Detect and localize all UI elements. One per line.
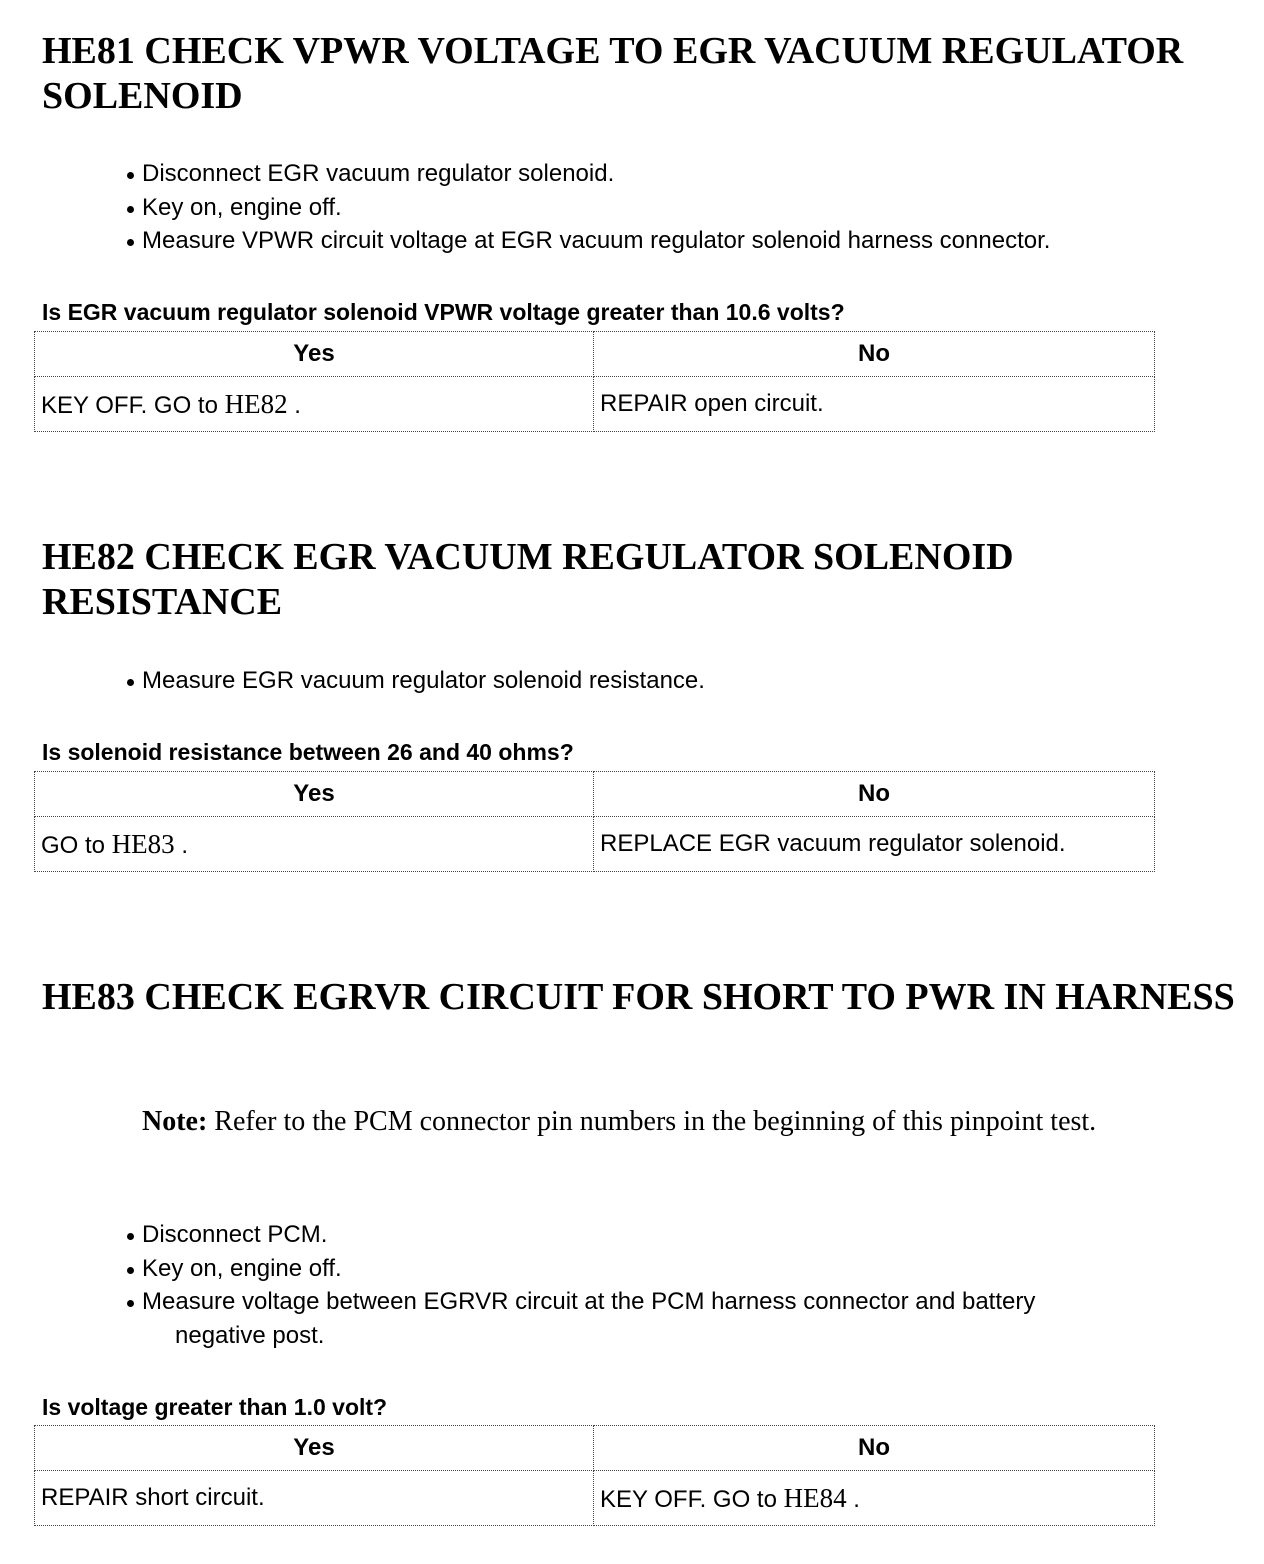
table-header-row bbox=[35, 332, 1155, 377]
question-he83: Is voltage greater than 1.0 volt? bbox=[42, 1394, 388, 1420]
note bbox=[142, 1102, 1232, 1142]
table-header-row bbox=[35, 772, 1155, 817]
result-table-he83 bbox=[34, 1425, 1155, 1526]
step-list-he83 bbox=[124, 1218, 1224, 1352]
section-heading-he83: HE83 CHECK EGRVR CIRCUIT FOR SHORT TO PWR IN HARNESS bbox=[42, 976, 1235, 1018]
result-table-he81 bbox=[34, 331, 1155, 432]
step-list-he81 bbox=[124, 157, 1224, 258]
step-text: Measure voltage between EGRVR circuit at the PCM harness connector and battery bbox=[142, 1288, 1036, 1315]
step-item: Key on, engine off. bbox=[124, 191, 1224, 225]
result-table-he82 bbox=[34, 771, 1155, 872]
table-row bbox=[35, 817, 1155, 872]
no-header: No bbox=[594, 332, 1155, 377]
step-list-he82 bbox=[124, 664, 1224, 698]
no-cell: REPLACE EGR vacuum regulator solenoid. bbox=[594, 817, 1155, 872]
yes-text: KEY OFF. GO to bbox=[41, 391, 225, 419]
step-item: Disconnect EGR vacuum regulator solenoid. bbox=[124, 157, 1224, 191]
yes-cell bbox=[35, 377, 594, 432]
step-item: Disconnect PCM. bbox=[124, 1218, 1224, 1252]
yes-suffix: . bbox=[287, 391, 301, 419]
yes-text: GO to bbox=[41, 831, 112, 859]
step-item: Measure EGR vacuum regulator solenoid resistance. bbox=[124, 664, 1224, 698]
yes-header: Yes bbox=[35, 772, 594, 817]
no-cell bbox=[594, 1471, 1155, 1526]
yes-header: Yes bbox=[35, 332, 594, 377]
no-header: No bbox=[594, 772, 1155, 817]
step-item: Measure VPWR circuit voltage at EGR vacuum regulator solenoid harness connector. bbox=[124, 224, 1224, 258]
yes-header: Yes bbox=[35, 1426, 594, 1471]
question-he82: Is solenoid resistance between 26 and 40 ohms? bbox=[42, 739, 574, 765]
step-item: Key on, engine off. bbox=[124, 1252, 1224, 1286]
no-cell: REPAIR open circuit. bbox=[594, 377, 1155, 432]
no-text: KEY OFF. GO to bbox=[600, 1485, 784, 1513]
yes-cell bbox=[35, 817, 594, 872]
table-row bbox=[35, 377, 1155, 432]
no-suffix: . bbox=[846, 1485, 860, 1513]
step-item bbox=[124, 1285, 1224, 1352]
table-header-row bbox=[35, 1426, 1155, 1471]
goto-he84-link[interactable]: HE84 bbox=[783, 1482, 847, 1513]
section-heading-he81: HE81 CHECK VPWR VOLTAGE TO EGR VACUUM REGULATOR SOLENOID bbox=[42, 30, 1184, 117]
note-text: Refer to the PCM connector pin numbers in the beginning of this pinpoint test. bbox=[207, 1106, 1097, 1137]
no-header: No bbox=[594, 1426, 1155, 1471]
yes-cell: REPAIR short circuit. bbox=[35, 1471, 594, 1526]
goto-he83-link[interactable]: HE83 bbox=[111, 828, 175, 859]
section-heading-he82: HE82 CHECK EGR VACUUM REGULATOR SOLENOID RESISTANCE bbox=[42, 536, 1014, 623]
note-label: Note: bbox=[142, 1106, 208, 1137]
table-row bbox=[35, 1471, 1155, 1526]
goto-he82-link[interactable]: HE82 bbox=[224, 388, 288, 419]
question-he81: Is EGR vacuum regulator solenoid VPWR voltage greater than 10.6 volts? bbox=[42, 299, 845, 325]
step-continuation: negative post. bbox=[175, 1321, 325, 1349]
yes-suffix: . bbox=[174, 831, 189, 859]
